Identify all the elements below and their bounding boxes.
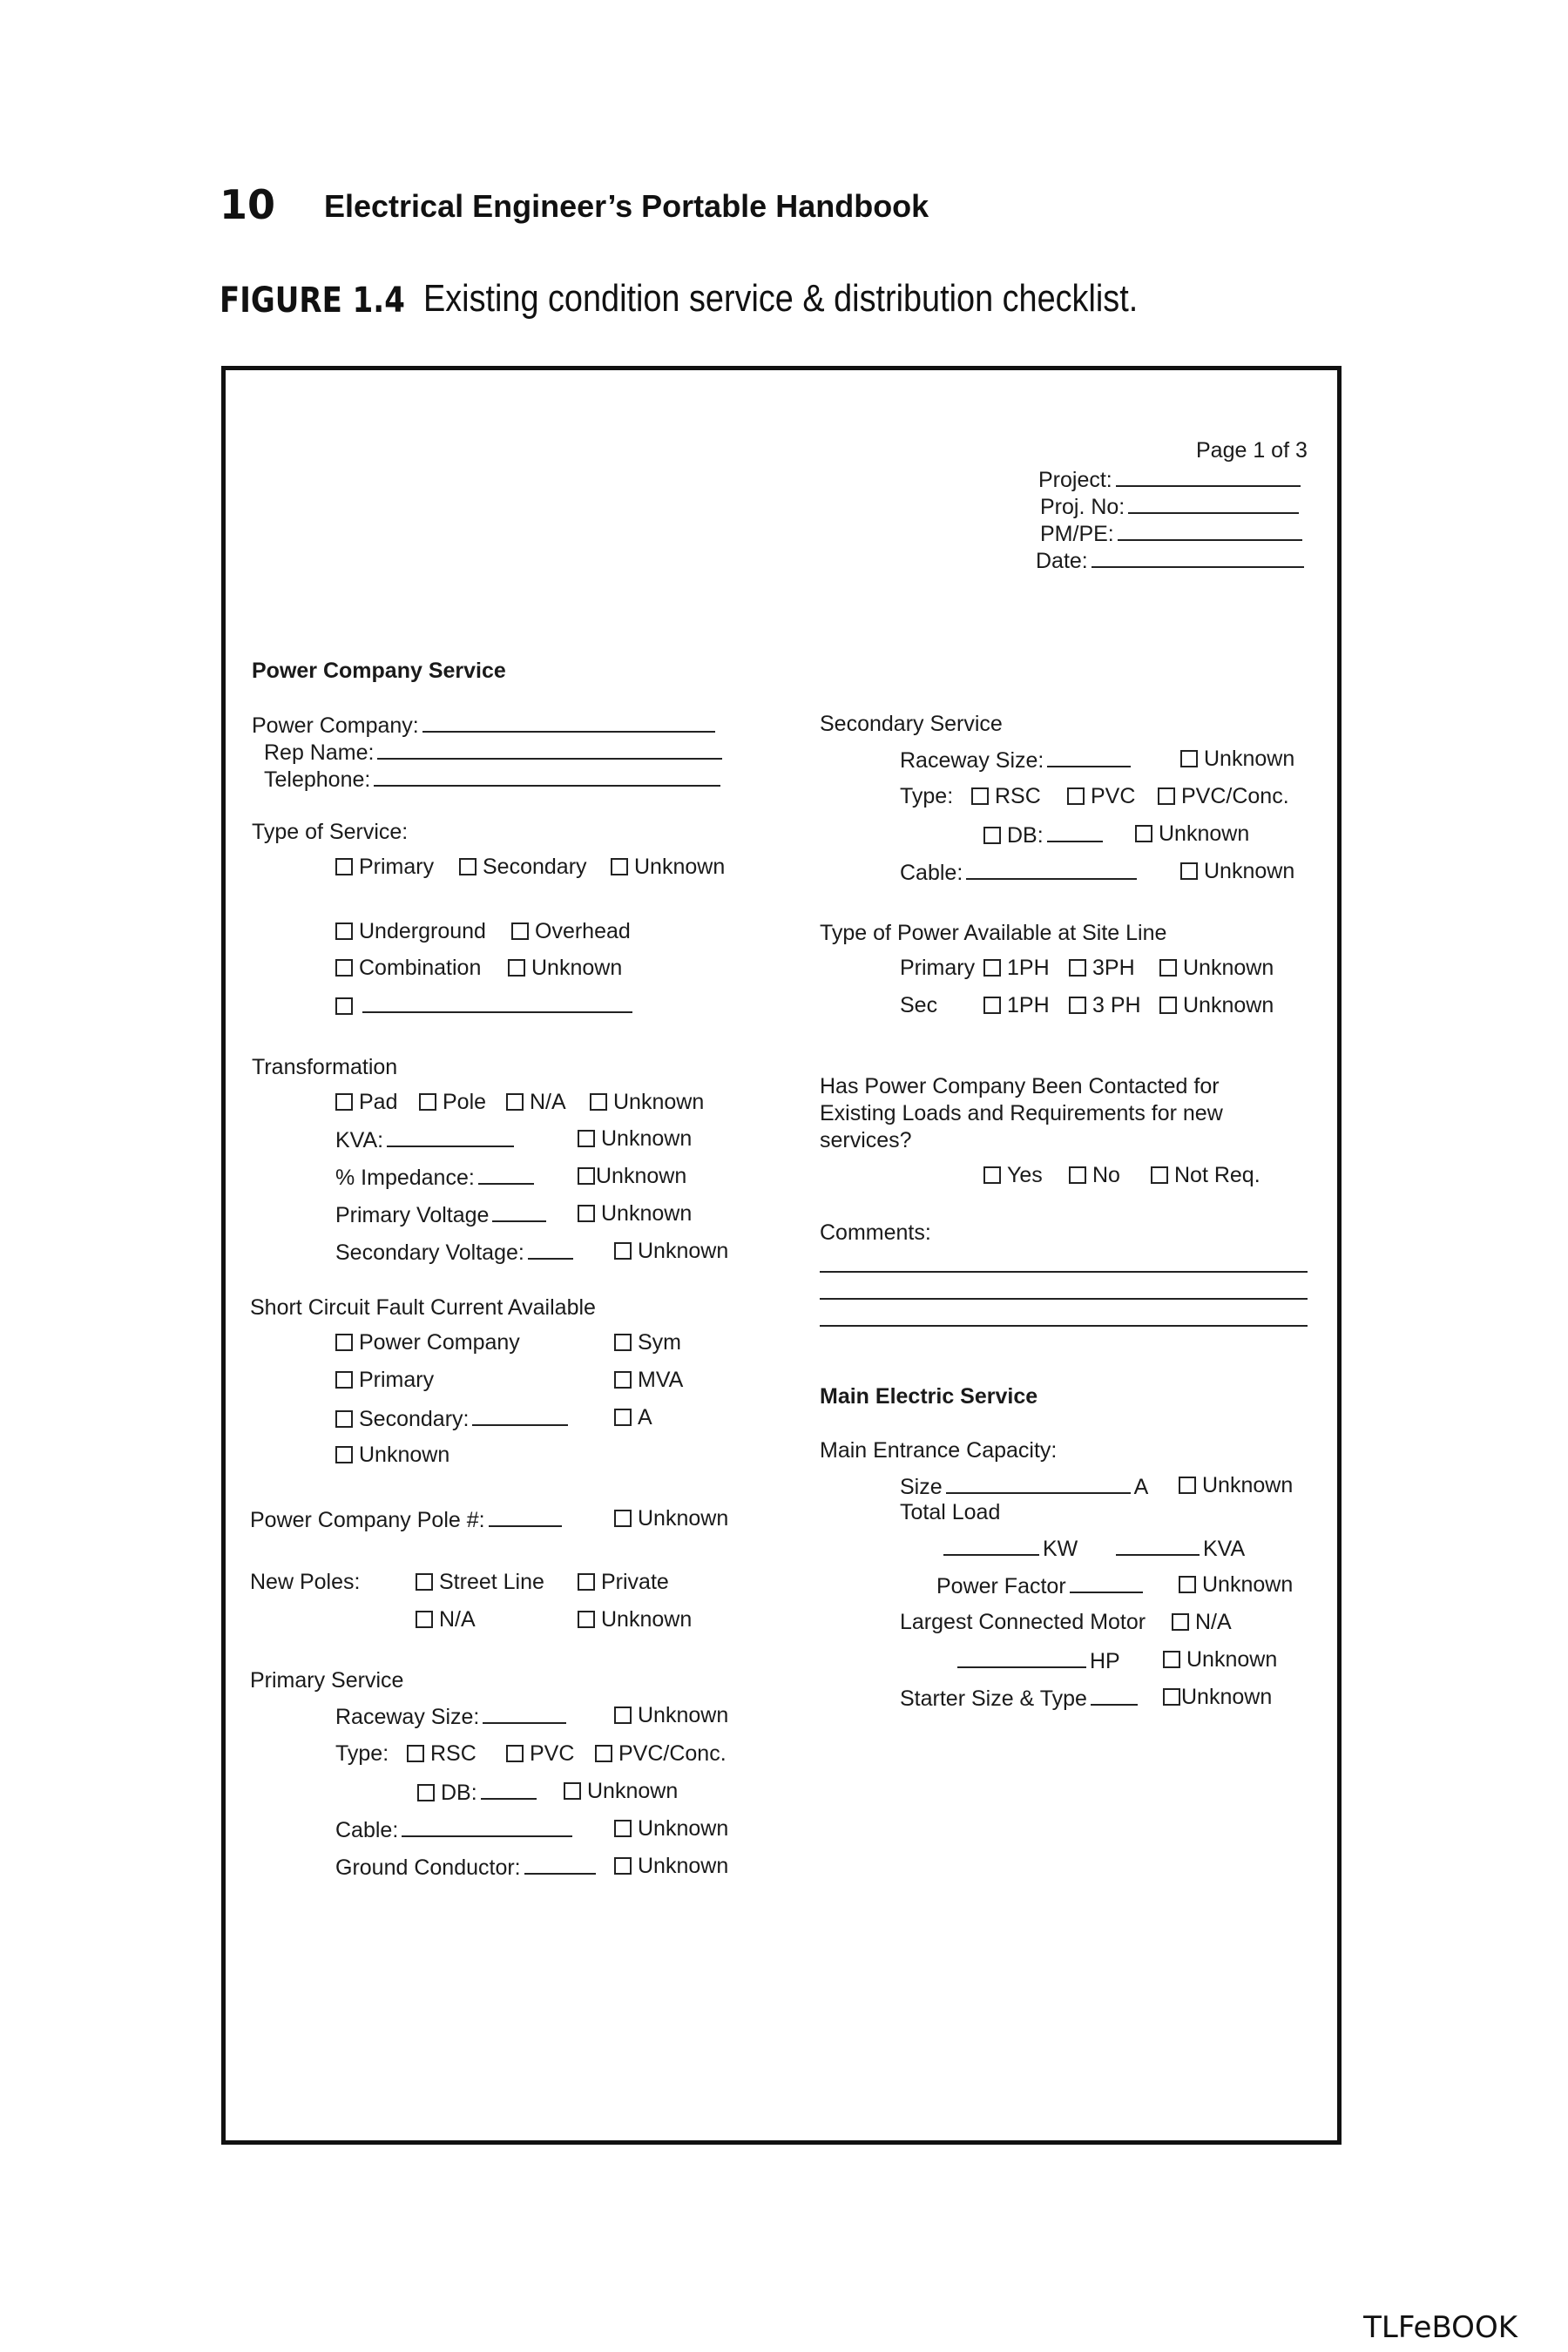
option-label: RSC (995, 784, 1041, 808)
size-unknown-option[interactable] (1179, 1473, 1293, 1498)
option-label: N/A (1195, 1610, 1232, 1634)
figure-caption: Existing condition service & distribution checklist. (423, 277, 1139, 320)
option-label: Unknown (1183, 956, 1274, 980)
checkbox[interactable] (508, 959, 525, 977)
option-label: Sym (638, 1330, 681, 1355)
option-label: DB: (1007, 823, 1044, 848)
pm-pe-label: PM/PE: (1040, 522, 1114, 546)
date-field (1036, 547, 1308, 574)
kw-unit: KW (1043, 1537, 1078, 1561)
secondary-voltage-line[interactable] (528, 1239, 573, 1260)
ps-raceway-unknown-option[interactable] (614, 1703, 728, 1728)
ps-cable-field (335, 1816, 576, 1843)
power-company-line[interactable] (422, 712, 715, 733)
size-label: Size (900, 1475, 943, 1499)
primary-voltage-field (335, 1201, 550, 1228)
option-label: Unknown (1186, 1647, 1278, 1672)
transformation-unknown-option[interactable] (590, 1090, 704, 1115)
option-label: Unknown (1204, 747, 1295, 771)
comments-line-3[interactable] (820, 1325, 1308, 1327)
page-number: 10 (220, 181, 276, 228)
option-label: Street Line (439, 1570, 544, 1594)
impedance-field (335, 1164, 537, 1191)
checkbox[interactable] (335, 1446, 353, 1463)
checkbox[interactable] (578, 1167, 595, 1185)
option-label: 3PH (1092, 956, 1135, 980)
checkbox[interactable] (614, 1242, 632, 1260)
pa-sec-3ph-option[interactable] (1069, 993, 1141, 1018)
ps-cable-unknown-option[interactable] (614, 1816, 728, 1842)
option-label: RSC (430, 1741, 476, 1766)
checkbox[interactable] (1151, 1166, 1168, 1184)
ss-cable-field (900, 859, 1140, 886)
starter-line[interactable] (1091, 1685, 1138, 1706)
checkbox[interactable] (1180, 750, 1198, 767)
option-label: Unknown (359, 1443, 450, 1467)
service-unknown-option-2[interactable] (508, 956, 622, 981)
other-line[interactable] (362, 992, 632, 1013)
sc-sym-option[interactable] (614, 1330, 681, 1355)
ps-rsc-option[interactable] (407, 1741, 476, 1767)
proj-no-field (1040, 493, 1302, 520)
checkbox[interactable] (1179, 1576, 1196, 1593)
hp-field (954, 1647, 1120, 1674)
ss-raceway-unknown-option[interactable] (1180, 747, 1294, 772)
option-label: Unknown (638, 1816, 729, 1841)
checkbox[interactable] (335, 959, 353, 977)
ground-line[interactable] (524, 1854, 596, 1875)
overhead-option[interactable] (511, 919, 631, 944)
raceway-line[interactable] (1047, 747, 1131, 767)
project-field (1038, 466, 1304, 493)
service-unknown-option[interactable] (611, 855, 725, 880)
checkbox[interactable] (614, 1857, 632, 1875)
cable-line[interactable] (966, 859, 1137, 880)
primary-voltage-unknown-option[interactable] (578, 1201, 692, 1227)
pa-sec-label: Sec (900, 993, 938, 1017)
pa-primary-label: Primary (900, 956, 976, 980)
option-label: Unknown (638, 1239, 729, 1263)
telephone-label: Telephone: (264, 767, 371, 792)
ps-db-unknown-option[interactable] (564, 1779, 678, 1804)
checkbox[interactable] (590, 1093, 607, 1111)
hp-unit: HP (1090, 1649, 1120, 1673)
ss-db-option[interactable] (983, 821, 1106, 848)
hp-line[interactable] (957, 1647, 1086, 1668)
proj-no-label: Proj. No: (1040, 495, 1125, 519)
ps-pvc-conc-option[interactable] (595, 1741, 727, 1767)
checkbox[interactable] (419, 1093, 436, 1111)
checkbox[interactable] (595, 1745, 612, 1762)
date-line[interactable] (1092, 547, 1304, 568)
contacted-question-line-3: services? (820, 1128, 912, 1152)
secondary-voltage-unknown-option[interactable] (614, 1239, 728, 1264)
rep-name-label: Rep Name: (264, 740, 375, 765)
checkbox[interactable] (1159, 997, 1177, 1014)
ps-ground-unknown-option[interactable] (614, 1854, 728, 1879)
option-label: Power Company (359, 1330, 520, 1355)
checkbox[interactable] (335, 1410, 353, 1428)
contacted-not-req-option[interactable] (1151, 1163, 1260, 1188)
option-label: PVC/Conc. (618, 1741, 727, 1766)
option-label: Unknown (1159, 821, 1250, 846)
pad-option[interactable] (335, 1090, 397, 1115)
pm-pe-line[interactable] (1118, 520, 1302, 541)
option-label: Overhead (535, 919, 631, 943)
option-label: MVA (638, 1368, 684, 1392)
combination-option[interactable] (335, 956, 481, 981)
checkbox[interactable] (1163, 1688, 1180, 1706)
size-line[interactable] (946, 1473, 1131, 1494)
type-of-service-label: Type of Service: (252, 820, 409, 844)
checkbox[interactable] (1159, 959, 1177, 977)
project-label: Project: (1038, 468, 1112, 492)
checkbox[interactable] (1135, 825, 1152, 842)
ss-rsc-option[interactable] (971, 784, 1041, 809)
option-label: N/A (439, 1607, 476, 1632)
main-electric-service-heading: Main Electric Service (820, 1384, 1038, 1409)
checkbox[interactable] (983, 959, 1001, 977)
option-label: Unknown (638, 1506, 729, 1531)
option-label: Unknown (638, 1703, 729, 1727)
option-label: N/A (530, 1090, 566, 1114)
checkbox[interactable] (335, 1371, 353, 1389)
starter-unknown-option[interactable] (1163, 1685, 1272, 1710)
primary-voltage-line[interactable] (492, 1201, 546, 1222)
option-label: DB: (441, 1781, 477, 1805)
proj-no-line[interactable] (1128, 493, 1299, 514)
option-label: PVC (1091, 784, 1136, 808)
largest-motor-label: Largest Connected Motor (900, 1610, 1146, 1634)
checkbox[interactable] (1179, 1477, 1196, 1494)
checkbox[interactable] (459, 858, 476, 875)
contacted-yes-option[interactable] (983, 1163, 1043, 1188)
street-line-option[interactable] (416, 1570, 544, 1595)
power-company-service-heading: Power Company Service (252, 659, 506, 683)
pole-option[interactable] (419, 1090, 486, 1115)
sc-primary-option[interactable] (335, 1368, 434, 1393)
underground-option[interactable] (335, 919, 486, 944)
service-other-option[interactable] (335, 992, 636, 1019)
form-content (226, 370, 1337, 2140)
checkbox[interactable] (614, 1371, 632, 1389)
option-label: PVC/Conc. (1181, 784, 1289, 808)
checkbox[interactable] (335, 997, 353, 1015)
contacted-question-line-1: Has Power Company Been Contacted for (820, 1074, 1220, 1098)
short-circuit-heading: Short Circuit Fault Current Available (250, 1295, 596, 1320)
service-primary-option[interactable] (335, 855, 434, 880)
starter-label: Starter Size & Type (900, 1686, 1087, 1711)
secondary-voltage-label: Secondary Voltage: (335, 1240, 524, 1265)
power-company-label: Power Company: (252, 713, 419, 738)
checkbox[interactable] (335, 858, 353, 875)
checkbox[interactable] (335, 1334, 353, 1351)
contacted-question-line-2: Existing Loads and Requirements for new (820, 1101, 1223, 1125)
option-label: Unknown (1202, 1572, 1294, 1597)
comments-line-1[interactable] (820, 1271, 1308, 1273)
checkbox[interactable] (335, 1093, 353, 1111)
primary-voltage-label: Primary Voltage (335, 1203, 490, 1227)
checkbox[interactable] (614, 1510, 632, 1527)
power-factor-unknown-option[interactable] (1179, 1572, 1293, 1598)
option-label: Unknown (1181, 1685, 1273, 1709)
pa-sec-unknown-option[interactable] (1159, 993, 1274, 1018)
checkbox[interactable] (578, 1573, 595, 1591)
kva-line[interactable] (387, 1126, 514, 1147)
raceway-label: Raceway Size: (335, 1705, 480, 1729)
checkbox[interactable] (407, 1745, 424, 1762)
option-label: Private (601, 1570, 669, 1594)
power-factor-line[interactable] (1070, 1572, 1143, 1593)
date-label: Date: (1036, 549, 1088, 573)
option-label: Unknown (638, 1854, 729, 1878)
total-load-label: Total Load (900, 1500, 1001, 1524)
raceway-label: Raceway Size: (900, 748, 1044, 773)
ps-ground-field (335, 1854, 599, 1881)
sc-unknown-option[interactable] (335, 1443, 449, 1468)
option-label: A (638, 1405, 652, 1429)
checkbox[interactable] (1158, 787, 1175, 805)
impedance-unknown-option[interactable] (578, 1164, 686, 1189)
ss-pvc-conc-option[interactable] (1158, 784, 1289, 809)
checkbox[interactable] (1180, 862, 1198, 880)
largest-motor-na-option[interactable] (1172, 1610, 1232, 1635)
option-label: Unknown (601, 1201, 693, 1226)
checkbox[interactable] (1069, 959, 1086, 977)
option-label: Unknown (1202, 1473, 1294, 1497)
ps-raceway-field (335, 1703, 570, 1730)
checkbox[interactable] (614, 1820, 632, 1837)
ground-label: Ground Conductor: (335, 1855, 521, 1880)
option-label: 3 PH (1092, 993, 1141, 1017)
telephone-field (264, 766, 724, 793)
pa-primary-1ph-option[interactable] (983, 956, 1050, 981)
option-label: Unknown (601, 1607, 693, 1632)
ss-cable-unknown-option[interactable] (1180, 859, 1294, 884)
page-of-label: Page 1 of 3 (1196, 438, 1308, 463)
sc-power-company-option[interactable] (335, 1330, 520, 1355)
option-label: No (1092, 1163, 1120, 1187)
impedance-label: % Impedance: (335, 1166, 475, 1190)
rep-name-line[interactable] (377, 739, 722, 760)
ss-db-unknown-option[interactable] (1135, 821, 1249, 847)
starter-field (900, 1685, 1141, 1712)
sc-a-option[interactable] (614, 1405, 652, 1430)
cable-label: Cable: (900, 861, 963, 885)
power-company-field (252, 712, 719, 739)
option-label: Pole (443, 1090, 487, 1114)
option-label: Primary (359, 1368, 435, 1392)
comments-line-2[interactable] (820, 1298, 1308, 1300)
pa-primary-unknown-option[interactable] (1159, 956, 1274, 981)
private-option[interactable] (578, 1570, 669, 1595)
kw-field (940, 1535, 1078, 1562)
cable-label: Cable: (335, 1818, 399, 1842)
kw-line[interactable] (943, 1535, 1039, 1556)
ps-pvc-option[interactable] (506, 1741, 574, 1767)
ss-type-label: Type: (900, 784, 954, 808)
pa-sec-1ph-option[interactable] (983, 993, 1050, 1018)
option-label: Secondary (483, 855, 587, 879)
service-secondary-option[interactable] (459, 855, 587, 880)
secondary-voltage-field (335, 1239, 577, 1266)
raceway-line[interactable] (483, 1703, 566, 1724)
checkbox[interactable] (1163, 1651, 1180, 1668)
power-factor-field (936, 1572, 1146, 1599)
checkbox[interactable] (511, 923, 529, 940)
checkbox[interactable] (983, 827, 1001, 844)
kva-field (335, 1126, 517, 1153)
checkbox[interactable] (578, 1611, 595, 1628)
pole-number-label: Power Company Pole #: (250, 1508, 485, 1532)
checkbox[interactable] (1067, 787, 1085, 805)
checkbox[interactable] (614, 1707, 632, 1724)
footer-watermark: TLFeBOOK (1363, 2310, 1517, 2345)
checkbox[interactable] (1172, 1613, 1189, 1631)
impedance-line[interactable] (478, 1164, 534, 1185)
sc-secondary-option[interactable] (335, 1405, 571, 1432)
sc-mva-option[interactable] (614, 1368, 683, 1393)
option-label: Not Req. (1174, 1163, 1260, 1187)
option-label: Unknown (634, 855, 726, 879)
option-label: Secondary: (359, 1407, 470, 1431)
checkbox[interactable] (1069, 997, 1086, 1014)
sc-secondary-line[interactable] (472, 1405, 568, 1426)
new-poles-unknown-option[interactable] (578, 1607, 692, 1632)
primary-service-heading: Primary Service (250, 1668, 404, 1693)
na-option[interactable] (506, 1090, 566, 1115)
option-label: Combination (359, 956, 482, 980)
ps-db-option[interactable] (417, 1779, 540, 1806)
option-label: 1PH (1007, 993, 1050, 1017)
checklist-form (221, 366, 1342, 2145)
pa-primary-3ph-option[interactable] (1069, 956, 1135, 981)
kva-unknown-option[interactable] (578, 1126, 692, 1152)
book-title: Electrical Engineer’s Portable Handbook (324, 188, 929, 224)
project-line[interactable] (1116, 466, 1301, 487)
option-label: PVC (530, 1741, 575, 1766)
checkbox[interactable] (983, 1166, 1001, 1184)
size-field (900, 1473, 1148, 1500)
option-label: Underground (359, 919, 486, 943)
checkbox[interactable] (614, 1334, 632, 1351)
ps-type-label: Type: (335, 1741, 389, 1766)
power-available-heading: Type of Power Available at Site Line (820, 921, 1167, 945)
transformation-heading: Transformation (252, 1055, 398, 1079)
pm-pe-field (1040, 520, 1306, 547)
db-line[interactable] (481, 1779, 537, 1800)
comments-label: Comments: (820, 1220, 931, 1245)
option-label: Unknown (613, 1090, 705, 1114)
option-label: Unknown (531, 956, 623, 980)
kva-unit: KVA (1203, 1537, 1246, 1561)
checkbox[interactable] (578, 1130, 595, 1147)
checkbox[interactable] (1069, 1166, 1086, 1184)
power-factor-label: Power Factor (936, 1574, 1066, 1598)
main-capacity-label: Main Entrance Capacity: (820, 1438, 1058, 1463)
checkbox[interactable] (416, 1573, 433, 1591)
ss-raceway-field (900, 747, 1134, 774)
size-unit: A (1133, 1475, 1149, 1499)
contacted-no-option[interactable] (1069, 1163, 1120, 1188)
checkbox[interactable] (611, 858, 628, 875)
checkbox[interactable] (578, 1205, 595, 1222)
option-label: Primary (359, 855, 435, 879)
new-poles-label: New Poles: (250, 1570, 361, 1594)
pole-number-line[interactable] (489, 1506, 562, 1527)
cable-line[interactable] (402, 1816, 572, 1837)
checkbox[interactable] (971, 787, 989, 805)
checkbox[interactable] (416, 1611, 433, 1628)
checkbox[interactable] (614, 1409, 632, 1426)
option-label: Yes (1007, 1163, 1043, 1187)
option-label: Unknown (1204, 859, 1295, 883)
option-label: 1PH (1007, 956, 1050, 980)
checkbox[interactable] (506, 1093, 524, 1111)
figure-label: FIGURE 1.4 (220, 280, 405, 321)
rep-name-field (264, 739, 726, 766)
telephone-line[interactable] (374, 766, 720, 787)
ss-pvc-option[interactable] (1067, 784, 1135, 809)
kva-load-field (1112, 1535, 1245, 1562)
new-poles-na-option[interactable] (416, 1607, 476, 1632)
pole-unknown-option[interactable] (614, 1506, 728, 1531)
option-label: Unknown (1183, 993, 1274, 1017)
checkbox[interactable] (417, 1784, 435, 1801)
option-label: Pad (359, 1090, 398, 1114)
hp-unknown-option[interactable] (1163, 1647, 1277, 1673)
db-line[interactable] (1047, 821, 1103, 842)
checkbox[interactable] (564, 1782, 581, 1800)
option-label: Unknown (601, 1126, 693, 1151)
checkbox[interactable] (506, 1745, 524, 1762)
option-label: Unknown (587, 1779, 679, 1803)
pole-number-field (250, 1506, 565, 1533)
kva-label: KVA: (335, 1128, 384, 1152)
option-label: Unknown (596, 1164, 687, 1188)
checkbox[interactable] (983, 997, 1001, 1014)
checkbox[interactable] (335, 923, 353, 940)
secondary-service-heading: Secondary Service (820, 712, 1003, 736)
kva-line[interactable] (1116, 1535, 1200, 1556)
